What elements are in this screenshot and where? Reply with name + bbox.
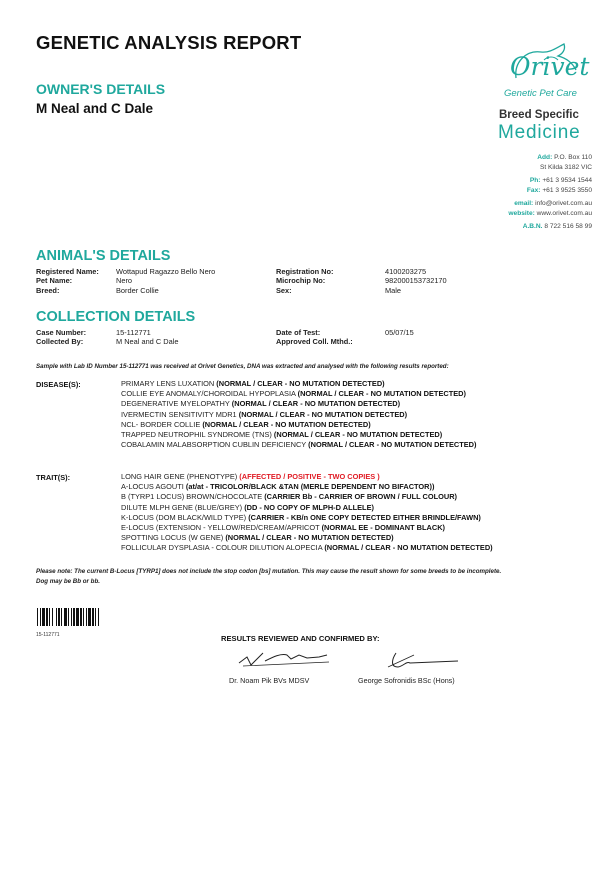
trait-row xyxy=(121,533,493,543)
disease-name: IVERMECTIN SENSITIVITY MDR1 xyxy=(121,409,237,419)
signature-2 xyxy=(358,649,468,671)
trait-row xyxy=(121,513,493,523)
fax-label: Fax: xyxy=(526,186,541,194)
breed-label: Breed: xyxy=(36,285,60,295)
disease-row xyxy=(121,430,476,440)
disclaimer xyxy=(36,567,501,586)
collected-by-label: Collected By: xyxy=(36,337,84,347)
trait-result: (CARRIER Bb - CARRIER OF BROWN / FULL COLOUR) xyxy=(264,492,458,502)
trait-name: DILUTE MLPH GENE (BLUE/GREY) xyxy=(121,502,243,512)
trait-name: K-LOCUS (DOM BLACK/WILD TYPE) xyxy=(121,512,247,522)
disease-row xyxy=(121,389,476,399)
report-title: GENETIC ANALYSIS REPORT xyxy=(36,32,302,53)
diseases-label: DISEASE(S): xyxy=(36,380,81,389)
disease-name: PRIMARY LENS LUXATION xyxy=(121,379,215,388)
registration-value: 4100203275 xyxy=(385,267,427,276)
registered-name-label: Registered Name: xyxy=(36,267,99,276)
disease-result: (NORMAL / CLEAR - NO MUTATION DETECTED) xyxy=(297,389,466,399)
microchip-label: Microchip No: xyxy=(276,276,326,286)
contact-block xyxy=(508,153,592,232)
trait-row xyxy=(121,492,493,502)
pet-name-label: Pet Name: xyxy=(36,276,73,286)
trait-row xyxy=(121,503,493,513)
disease-name: COBALAMIN MALABSORPTION CUBLIN DEFICIENCY xyxy=(121,440,307,450)
disease-row xyxy=(121,410,476,420)
phone-label: Ph: xyxy=(529,177,541,184)
website-label: website: xyxy=(508,209,535,217)
logo-line1: Breed Specific xyxy=(499,109,579,121)
barcode-text: 15-112771 xyxy=(36,632,60,638)
trait-row xyxy=(121,482,493,492)
collection-labels-left xyxy=(36,328,86,347)
trait-result: (NORMAL / CLEAR - NO MUTATION DETECTED) xyxy=(225,533,394,543)
trait-name: B (TYRP1 LOCUS) BROWN/CHOCOLATE xyxy=(121,492,263,502)
signature-block-2 xyxy=(358,649,468,685)
trait-row xyxy=(121,472,493,482)
sex-value: Male xyxy=(385,285,402,295)
signatory-2-name: George Sofronidis BSc (Hons) xyxy=(358,676,455,685)
trait-list xyxy=(121,472,493,554)
owner-heading: OWNER'S DETAILS xyxy=(36,81,166,97)
disease-list xyxy=(121,379,476,450)
trait-result-affected: (AFFECTED / POSITIVE - TWO COPIES ) xyxy=(239,472,380,481)
trait-name: LONG HAIR GENE (PHENOTYPE) xyxy=(121,472,238,481)
animal-labels-right xyxy=(276,267,333,295)
collection-labels-right xyxy=(276,328,353,347)
pet-name-value: Nero xyxy=(116,276,133,286)
email-value[interactable]: info@orivet.com.au xyxy=(535,200,592,207)
case-number-label: Case Number: xyxy=(36,328,87,337)
logo-line2: Medicine xyxy=(498,122,581,143)
logo-tagline: Genetic Pet Care xyxy=(504,88,577,99)
trait-result: (CARRIER - KB/n ONE COPY DETECTED EITHER BRINDLE/FAWN) xyxy=(248,512,481,522)
fax-value: +61 3 9525 3550 xyxy=(542,186,592,194)
collection-values-left xyxy=(116,328,178,347)
disease-row xyxy=(121,440,476,450)
barcode-icon xyxy=(36,608,104,626)
barcode xyxy=(36,608,104,636)
address-label: Add: xyxy=(537,154,553,161)
disease-name: DEGENERATIVE MYELOPATHY xyxy=(121,399,230,409)
animal-labels-left xyxy=(36,267,99,295)
abn-label: A.B.N. xyxy=(522,223,543,230)
disease-result: (NORMAL / CLEAR - NO MUTATION DETECTED) xyxy=(238,409,408,419)
disease-result: (NORMAL / CLEAR - NO MUTATION DETECTED) xyxy=(231,399,401,409)
disease-name: COLLIE EYE ANOMALY/CHOROIDAL HYPOPLASIA xyxy=(121,389,296,399)
collection-values-right xyxy=(385,328,414,337)
disease-row xyxy=(121,379,476,389)
disease-row xyxy=(121,399,476,409)
abn-value: 8 722 516 58 99 xyxy=(544,223,592,230)
date-of-test-label: Date of Test: xyxy=(276,328,321,337)
trait-result: (at/at - TRICOLOR/BLACK &TAN (MERLE DEPENDENT NO BIFACTOR)) xyxy=(185,482,435,492)
case-number-value: 15-112771 xyxy=(116,328,151,337)
date-of-test-value: 05/07/15 xyxy=(385,328,414,337)
orivet-logo xyxy=(486,40,596,143)
disease-result: (NORMAL / CLEAR - NO MUTATION DETECTED) xyxy=(308,440,477,450)
approved-method-label: Approved Coll. Mthd.: xyxy=(276,337,353,347)
registration-label: Registration No: xyxy=(276,267,334,276)
sample-note: Sample with Lab ID Number 15-112771 was received at Orivet Genetics, DNA was extracted and analysed with the following results reported: xyxy=(36,363,449,370)
animal-heading: ANIMAL'S DETAILS xyxy=(36,248,171,264)
breed-value: Border Collie xyxy=(116,285,159,295)
trait-result: (NORMAL / CLEAR - NO MUTATION DETECTED) xyxy=(324,543,493,553)
animal-values-right xyxy=(385,267,447,295)
reviewed-heading: RESULTS REVIEWED AND CONFIRMED BY: xyxy=(221,634,380,643)
trait-name: A-LOCUS AGOUTI xyxy=(121,482,184,492)
disease-result: (NORMAL / CLEAR - NO MUTATION DETECTED) xyxy=(202,419,371,429)
trait-row xyxy=(121,523,493,533)
address-line1: P.O. Box 110 xyxy=(554,154,592,161)
disclaimer-line2: Dog may be Bb or bb. xyxy=(36,577,100,585)
disease-row xyxy=(121,420,476,430)
collection-heading: COLLECTION DETAILS xyxy=(36,309,196,325)
disease-result: (NORMAL / CLEAR - NO MUTATION DETECTED) xyxy=(216,379,385,388)
animal-values-left xyxy=(116,267,215,295)
registered-name-value: Wottapud Ragazzo Bello Nero xyxy=(116,267,216,276)
trait-row xyxy=(121,543,493,553)
trait-result: (DD - NO COPY OF MLPH-D ALLELE) xyxy=(244,502,374,512)
trait-name: SPOTTING LOCUS (W GENE) xyxy=(121,533,224,543)
traits-label: TRAIT(S): xyxy=(36,473,71,482)
disease-name: NCL- BORDER COLLIE xyxy=(121,419,201,429)
email-label: email: xyxy=(514,200,534,207)
signature-1 xyxy=(229,649,339,671)
signature-block-1 xyxy=(229,649,339,685)
address-line2: St Kilda 3182 VIC xyxy=(539,163,592,171)
disclaimer-line1: Please note: The current B-Locus [TYRP1] does not include the stop codon [bs] mutation. This may cause the result shown for some breeds to be incomplete. xyxy=(36,568,502,575)
website-value[interactable]: www.orivet.com.au xyxy=(536,209,592,217)
microchip-value: 982000153732170 xyxy=(385,276,447,286)
owner-name: M Neal and C Dale xyxy=(36,101,154,116)
signatory-1-name: Dr. Noam Pik BVs MDSV xyxy=(229,676,310,685)
trait-result: (NORMAL EE - DOMINANT BLACK) xyxy=(321,523,446,533)
disease-result: (NORMAL / CLEAR - NO MUTATION DETECTED) xyxy=(273,430,443,440)
trait-name: FOLLICULAR DYSPLASIA - COLOUR DILUTION ALOPECIA xyxy=(121,543,323,553)
logo-name: Orivet xyxy=(510,52,590,81)
collected-by-value: M Neal and C Dale xyxy=(116,337,179,347)
disease-name: TRAPPED NEUTROPHIL SYNDROME (TNS) xyxy=(121,430,272,440)
phone-value: +61 3 9534 1544 xyxy=(542,177,592,184)
trait-name: E-LOCUS (EXTENSION - YELLOW/RED/CREAM/APRICOT xyxy=(121,523,320,533)
sex-label: Sex: xyxy=(276,285,292,295)
